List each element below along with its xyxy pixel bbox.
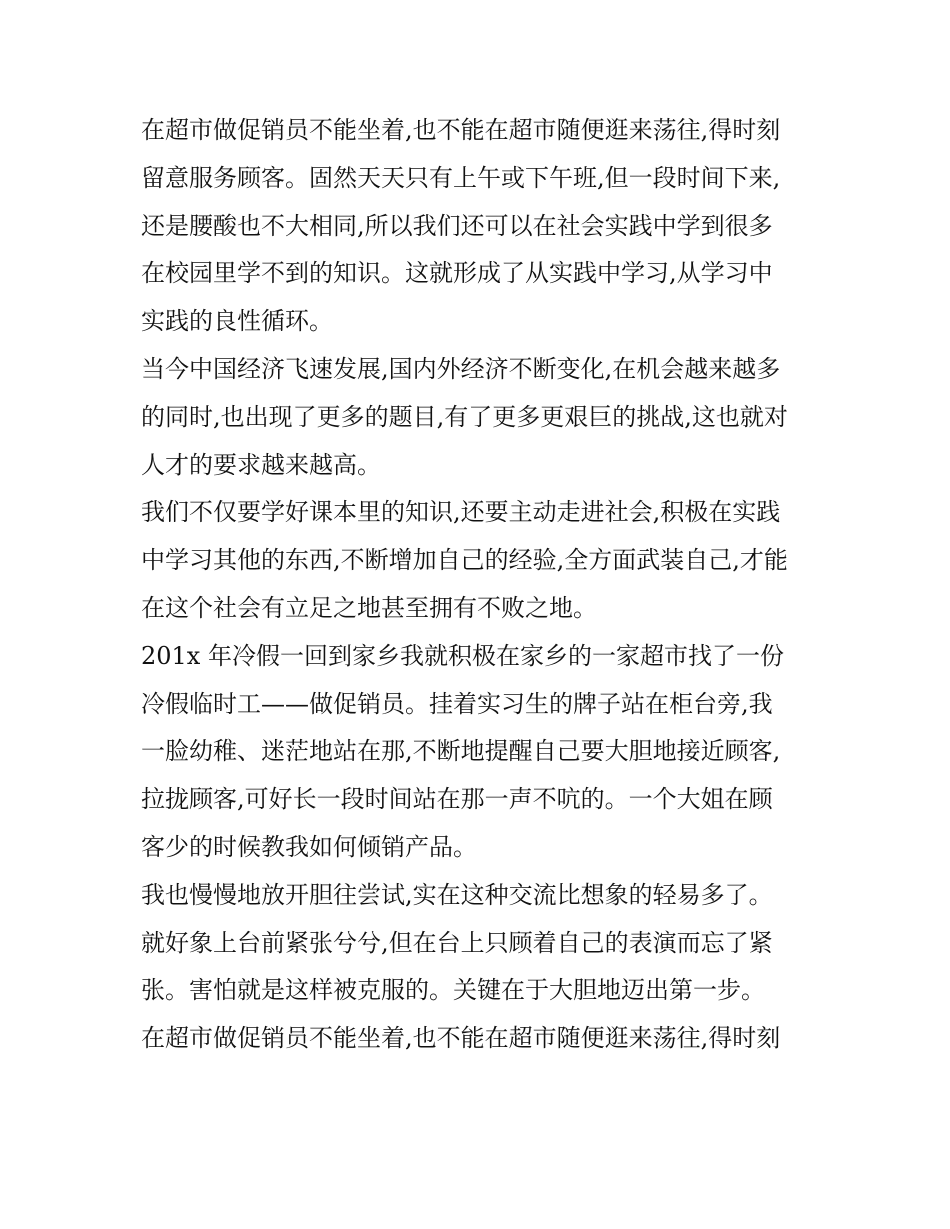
text-line: 在这个社会有立足之地甚至拥有不败之地。 <box>141 593 597 622</box>
text-line: 就好象上台前紧张兮兮,但在台上只顾着自己的表演而忘了紧 <box>141 928 773 957</box>
text-line: 当今中国经济飞速发展,国内外经济不断变化,在机会越来越多 <box>141 354 781 383</box>
text-line: 中学习其他的东西,不断增加自己的经验,全方面武装自己,才能 <box>141 546 788 575</box>
text-line: 冷假临时工——做促销员。挂着实习生的牌子站在柜台旁,我 <box>141 689 773 718</box>
text-line: 客少的时候教我如何倾销产品。 <box>141 832 477 861</box>
text-line: 在校园里学不到的知识。这就形成了从实践中学习,从学习中 <box>141 259 773 288</box>
text-line: 在超市做促销员不能坐着,也不能在超市随便逛来荡往,得时刻 <box>141 1024 781 1053</box>
text-line: 我们不仅要学好课本里的知识,还要主动走进社会,积极在实践 <box>141 498 781 527</box>
text-line: 人才的要求越来越高。 <box>141 450 381 479</box>
text-line: 张。害怕就是这样被克服的。关键在于大胆地迈出第一步。 <box>141 976 765 1005</box>
text-line: 201x 年冷假一回到家乡我就积极在家乡的一家超市找了一份 <box>141 641 784 670</box>
text-line: 我也慢慢地放开胆往尝试,实在这种交流比想象的轻易多了。 <box>141 880 773 909</box>
text-line: 在超市做促销员不能坐着,也不能在超市随便逛来荡往,得时刻 <box>141 116 781 144</box>
text-line: 实践的良性循环。 <box>141 307 333 336</box>
text-line: 一脸幼稚、迷茫地站在那,不断地提醒自己要大胆地接近顾客, <box>141 737 781 766</box>
text-line: 还是腰酸也不大相同,所以我们还可以在社会实践中学到很多 <box>141 211 773 240</box>
text-line: 留意服务顾客。固然天天只有上午或下午班,但一段时间下来, <box>141 163 781 192</box>
text-line: 拉拢顾客,可好长一段时间站在那一声不吭的。一个大姐在顾 <box>141 785 773 814</box>
body-text <box>141 107 821 1063</box>
text-line: 的同时,也出现了更多的题目,有了更多更艰巨的挑战,这也就对 <box>141 402 788 431</box>
